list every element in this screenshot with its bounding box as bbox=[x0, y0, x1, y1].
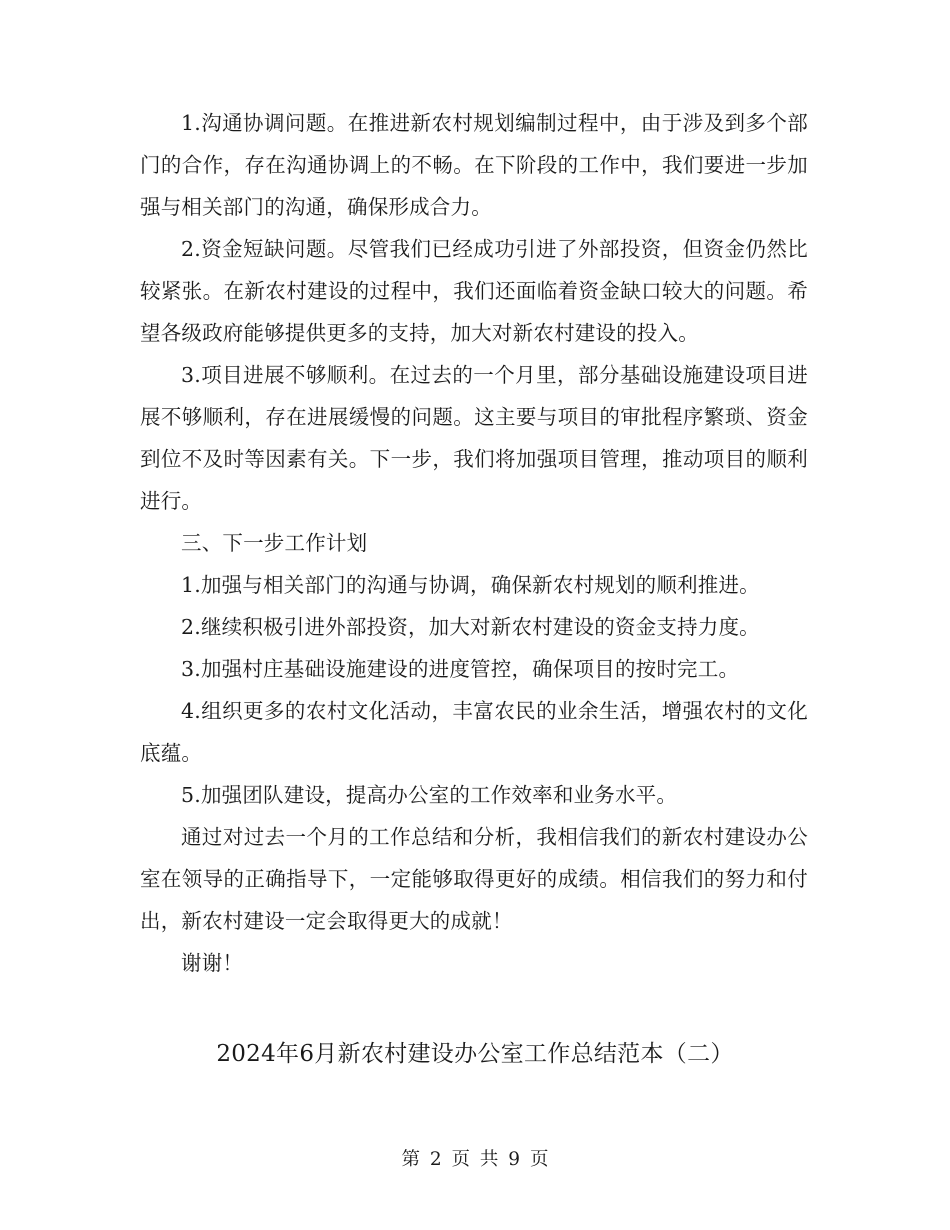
paragraph-communication-issue: 1.沟通协调问题。在推进新农村规划编制过程中，由于涉及到多个部门的合作，存在沟通协调上的不畅。在下阶段的工作中，我们要进一步加强与相关部门的沟通，确保形成合力。 bbox=[140, 111, 808, 219]
plan-item-5: 5.加强团队建设，提高办公室的工作效率和业务水平。 bbox=[181, 783, 678, 807]
paragraph-thanks: 谢谢！ bbox=[181, 951, 244, 975]
plan-item-3: 3.加强村庄基础设施建设的进度管控，确保项目的按时完工。 bbox=[181, 657, 740, 681]
paragraph-conclusion: 通过对过去一个月的工作总结和分析，我相信我们的新农村建设办公室在领导的正确指导下，一定能够取得更好的成绩。相信我们的努力和付出，新农村建设一定会取得更大的成就！ bbox=[140, 825, 808, 933]
next-document-title: 2024年6月新农村建设办公室工作总结范本（二） bbox=[216, 1041, 734, 1067]
page-footer: 第 2 页 共 9 页 bbox=[401, 1149, 549, 1170]
plan-item-2: 2.继续积极引进外部投资，加大对新农村建设的资金支持力度。 bbox=[181, 615, 760, 639]
section-heading-next-plan: 三、下一步工作计划 bbox=[181, 531, 368, 555]
paragraph-funding-issue: 2.资金短缺问题。尽管我们已经成功引进了外部投资，但资金仍然比较紧张。在新农村建设的过程中，我们还面临着资金缺口较大的问题。希望各级政府能够提供更多的支持，加大对新农村建设的投入。 bbox=[140, 237, 808, 345]
document-body bbox=[140, 102, 808, 984]
plan-item-4: 4.组织更多的农村文化活动，丰富农民的业余生活，增强农村的文化底蕴。 bbox=[140, 699, 808, 765]
paragraph-project-progress-issue: 3.项目进展不够顺利。在过去的一个月里，部分基础设施建设项目进展不够顺利，存在进展缓慢的问题。这主要与项目的审批程序繁琐、资金到位不及时等因素有关。下一步，我们将加强项目管理，推动项目的顺利进行。 bbox=[140, 363, 808, 513]
plan-item-1: 1.加强与相关部门的沟通与协调，确保新农村规划的顺利推进。 bbox=[181, 573, 760, 597]
